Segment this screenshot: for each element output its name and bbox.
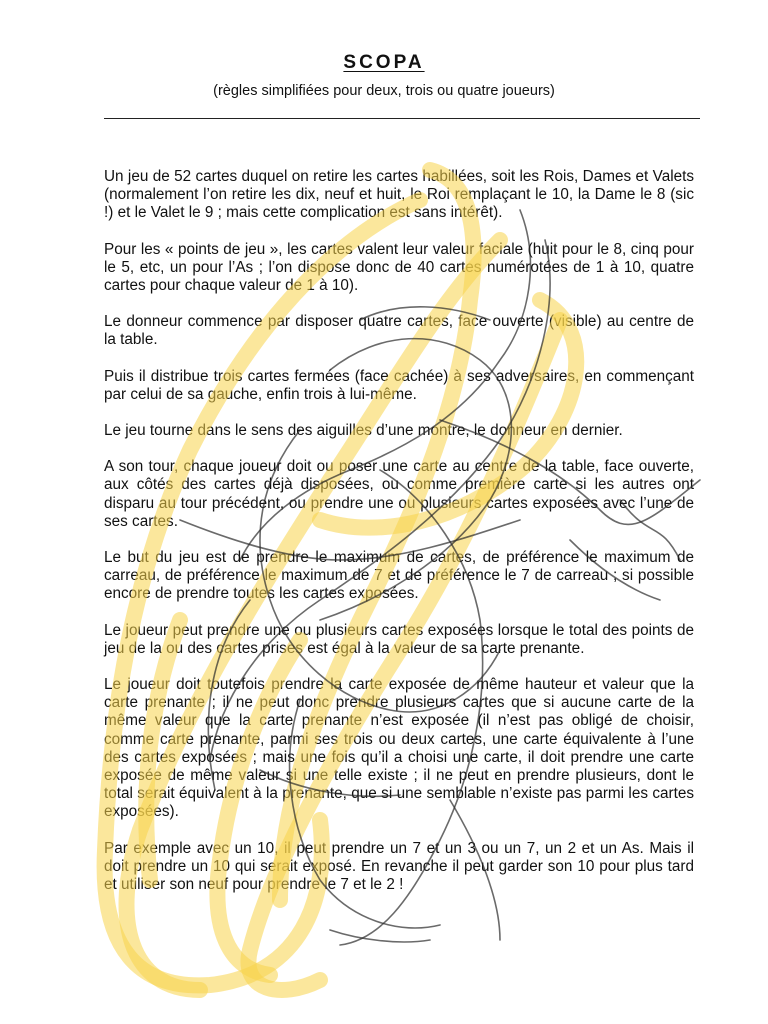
paragraph-goal: Le but du jeu est de prendre le maximum de cartes, de préférence le maximum de carreau, de préférence le maximum de 7 et de préférence le 7 de carreau ; si possible encore de prendre toutes les cartes exposées. [104,549,694,603]
paragraph-card-values: Pour les « points de jeu », les cartes valent leur valeur faciale (huit pour le 8, cinq pour le 5, etc, un pour l’As ; l’on dispose donc de 40 cartes numérotées de 1 à 10, quatre cartes pour chaque valeur de 1 à 10). [104,240,694,295]
paragraph-example: Par exemple avec un 10, il peut prendre un 7 et un 3 ou un 7, un 2 et un As. Mais il doit prendre un 10 qui serait exposé. En revanche il peut garder son 10 pour plus tard et utiliser son neuf pour prendre le 7 et le 2 ! [104,839,694,894]
paragraph-taking-cards: Le joueur peut prendre une ou plusieurs cartes exposées lorsque le total des points de jeu de la ou des cartes prises est égal à la valeur de sa carte prenante. [104,621,694,657]
paragraph-distribution: Puis il distribue trois cartes fermées (face cachée) à ses adversaires, en commençant par celui de sa gauche, enfin trois à lui-même. [104,367,694,403]
paragraph-dealer-start: Le donneur commence par disposer quatre cartes, face ouverte (visible) au centre de la table. [104,313,694,349]
header-divider [104,118,700,119]
paragraph-intro: Un jeu de 52 cartes duquel on retire les cartes habillées, soit les Rois, Dames et Valets (normalement l’on retire les dix, neuf et huit, le Roi remplaçant le 10, la Dame le 8 (sic !) et le Valet le 9 ; mais cette complication est sans intérêt). [104,168,694,222]
document-header [0,50,768,100]
paragraph-player-turn: A son tour, chaque joueur doit ou poser une carte au centre de la table, face ouverte, aux côtés des cartes déjà disposées, ou comme première carte si les autres ont disparu au tour précédent, ou prendre une ou plusieurs cartes exposées avec l’une de ses cartes. [104,458,694,530]
paragraph-same-value-rule: Le joueur doit toutefois prendre la carte exposée de même hauteur et valeur que la carte prenante ; il ne peut donc prendre plusieurs cartes que si aucune carte de la même valeur que la carte prenante n’est exposée (il n’est pas obligé de choisir, comme carte prenante, parmi ses trois ou deux cartes, une carte équivalente à l’une des cartes exposées ; mais une fois qu’il a choisi une carte, il doit prendre une carte exposée de même valeur si une telle existe ; il ne peut en prendre plusieurs, dont le total serait équivalent à la prenante, que si une semblable n’existe pas parmi les cartes exposées). [104,676,694,821]
document-subtitle: (règles simplifiées pour deux, trois ou quatre joueurs) [213,83,555,99]
paragraph-turn-order: Le jeu tourne dans le sens des aiguilles d’une montre, le donneur en dernier. [104,422,623,440]
document-body [104,168,694,894]
document-title: SCOPA [343,52,425,73]
